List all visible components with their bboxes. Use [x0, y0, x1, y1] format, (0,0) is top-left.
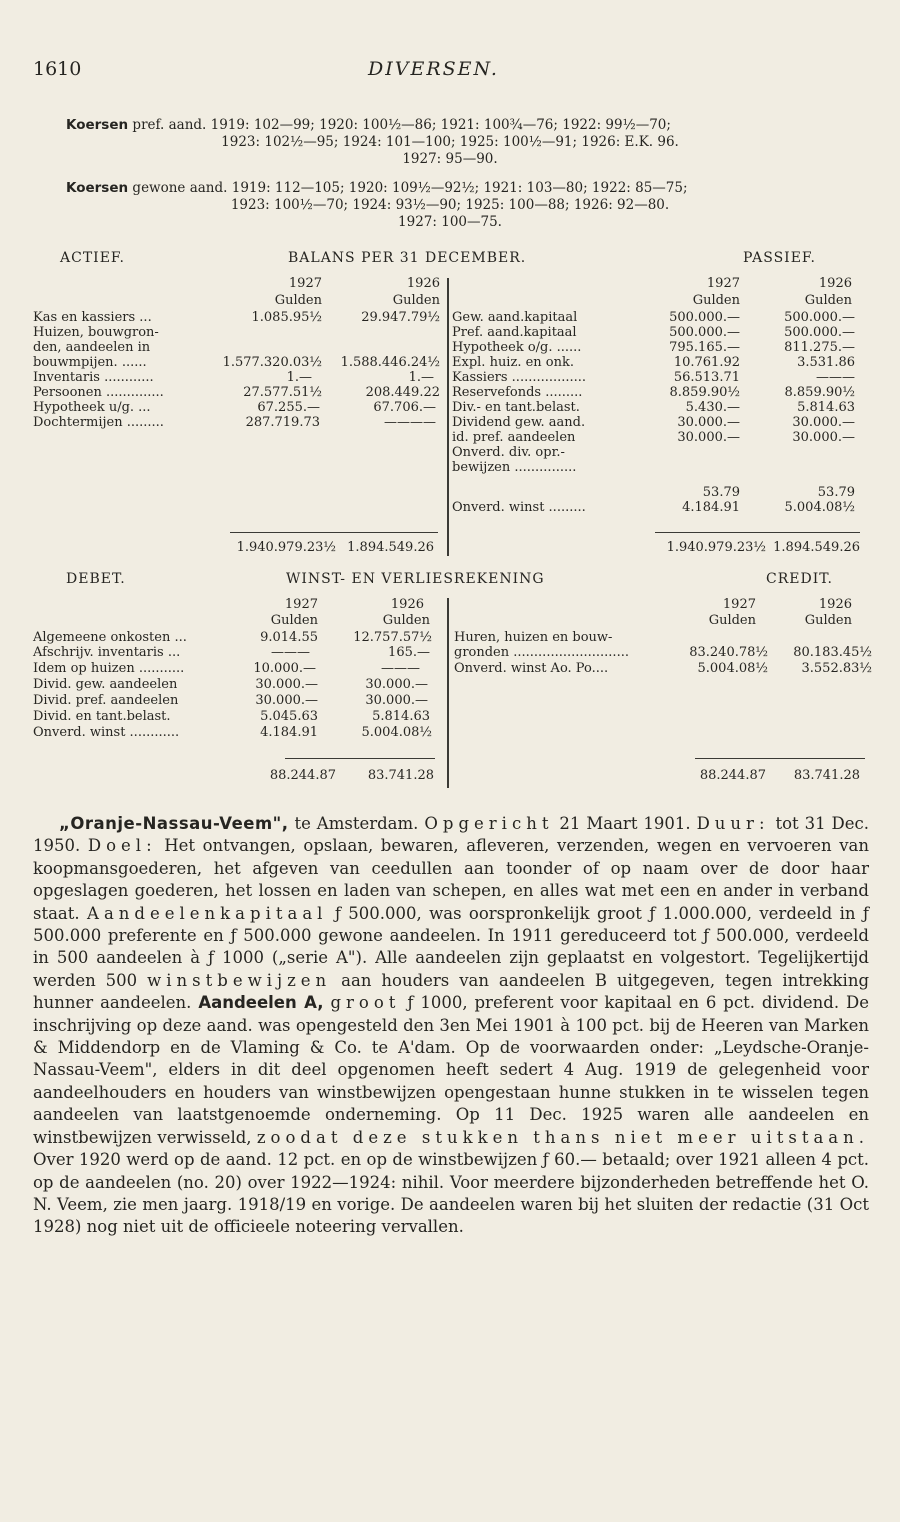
actief-unit-1926: Gulden — [392, 293, 440, 308]
passief-row-1927: 4.184.91 — [682, 500, 740, 515]
passief-row-1926: 500.000.— — [784, 310, 855, 325]
article-rest-text: Over 1920 werd op de aand. 12 pct. en op de winstbewijzen ƒ 60.— betaald; over 1921 alleen 4 pct. op de aandeelen (no. 20) over 1922—1924: nihil. Voor meerdere bijzonderheden betreffende het O. N. Veem, zie men jaarg. 1918/19 en vorige. De aandeelen waren bij het sluiten der redactie (31 Oct 1928) nog niet uit de officieele noteering vervallen. — [33, 1150, 869, 1237]
zoodat-text: zoodat deze stukken thans niet meer uitstaan. — [256, 1127, 869, 1147]
koersen-pref-line1: Koersen pref. aand. 1919: 102—99; 1920: 100½—86; 1921: 100¾—76; 1922: 99½—70; — [66, 117, 671, 133]
credit-total-rule — [695, 758, 865, 759]
credit-unit-1926: Gulden — [804, 613, 852, 628]
winst-divider — [447, 598, 449, 788]
debet-row-label: Afschrijv. inventaris ... — [33, 645, 181, 660]
credit-total-1926: 83.741.28 — [793, 768, 860, 783]
passief-row-1927: 56.513.71 — [673, 370, 740, 385]
debet-row-label: Divid. gew. aandeelen — [33, 677, 178, 692]
actief-row-1926: 67.706.— — [373, 400, 436, 415]
debet-row-1926: ——— — [381, 661, 420, 676]
debet-row-1926: 30.000.— — [365, 677, 428, 692]
debet-row-label: Onverd. winst ............ — [33, 725, 180, 740]
credit-row-label: Onverd. winst Ao. Po.... — [454, 661, 609, 676]
koersen-gew-line2: 1923: 100½—70; 1924: 93½—90; 1925: 100—88; 1926: 92—80. — [230, 197, 670, 213]
actief-row-label: Dochtermijen ......... — [33, 415, 164, 430]
credit-year-1927: 1927 — [722, 597, 756, 612]
debet-row-1926: 30.000.— — [365, 693, 428, 708]
credit-row-1926: 3.552.83½ — [801, 661, 872, 676]
passief-row-1926: 500.000.— — [784, 325, 855, 340]
passief-total-rule — [655, 532, 860, 533]
actief-total-rule — [230, 532, 438, 533]
credit-row-1927: 5.004.08½ — [697, 661, 768, 676]
passief-row-1926: 811.275.— — [784, 340, 855, 355]
debet-row-1927: 5.045.63 — [260, 709, 318, 724]
debet-row-label: Divid. en tant.belast. — [33, 709, 171, 724]
credit-row-label: Huren, huizen en bouw- — [454, 630, 613, 645]
kapitaal-text: ƒ 500.000, was oorspronkelijk groot ƒ 1.000.000, verdeeld in ƒ 500.000 preferente en ƒ 500.000 gewone aandeelen. In 1911 gereduceerd tot ƒ 500.000, verdeeld in 500 aandeelen à ƒ 1000 („serie A"). Alle aandeelen zijn geplaatst en volgestort. Tegelijkertijd werden 500 — [33, 903, 869, 990]
debet-total-1927: 88.244.87 — [269, 768, 336, 783]
aandeelen-a-text: ƒ 1000, preferent voor kapitaal en 6 pct. dividend. De inschrijving op deze aand. was opengesteld den 3en Mei 1901 à 100 pct. bij de Heeren van Marken & Middendorp en de Vlaming & Co. te A'dam. Op de voorwaarden onder: „Leydsche-Oranje-Nassau-Veem", elders in dit deel opgenomen heeft sedert 4 Aug. 1919 de gelegenheid voor aandeelhouders en houders van winstbewijzen opengestaan hunne stukken in te wisselen tegen aandeelen van laatstgenoemde onderneming. Op 11 Dec. 1925 waren alle aandeelen en winstbewijzen verwisseld, — [33, 993, 869, 1147]
koersen-gew-line3: 1927: 100—75. — [398, 214, 502, 230]
debet-row-label: Algemeene onkosten ... — [33, 630, 187, 645]
actief-row-1926: ———— — [384, 415, 436, 430]
passief-row-1927: 30.000.— — [677, 430, 740, 445]
passief-total-1927: 1.940.979.23½ — [666, 540, 766, 555]
page-number: 1610 — [33, 58, 82, 80]
passief-row-1926: 30.000.— — [792, 415, 855, 430]
credit-total-1927: 88.244.87 — [699, 768, 766, 783]
passief-row-1927: 795.165.— — [669, 340, 740, 355]
debet-row-1926: 165.— — [388, 645, 430, 660]
company-article — [33, 813, 869, 1239]
passief-unit-1927: Gulden — [692, 293, 740, 308]
debet-year-1927: 1927 — [284, 597, 318, 612]
debet-row-1927: ——— — [271, 645, 310, 660]
passief-row-1927: 5.430.— — [685, 400, 740, 415]
actief-unit-1927: Gulden — [274, 293, 322, 308]
passief-row-1926: 5.814.63 — [797, 400, 855, 415]
debet-row-1927: 9.014.55 — [260, 630, 318, 645]
credit-row-1927: 83.240.78½ — [689, 645, 768, 660]
passief-row-1926: 3.531.86 — [797, 355, 855, 370]
passief-row-1927: 30.000.— — [677, 415, 740, 430]
passief-row-label: bewijzen ............... — [452, 460, 577, 475]
debet-row-label: Idem op huizen ........... — [33, 661, 185, 676]
balans-title: BALANS PER 31 DECEMBER. — [288, 250, 527, 266]
winst-title: WINST- EN VERLIESREKENING — [286, 571, 545, 587]
passief-unit-1926: Gulden — [804, 293, 852, 308]
balans-divider — [447, 278, 449, 556]
passief-row-label: Onverd. div. opr.- — [452, 445, 565, 460]
debet-row-1927: 10.000.— — [253, 661, 316, 676]
passief-row-1926: 5.004.08½ — [784, 500, 855, 515]
actief-year-1927: 1927 — [288, 276, 322, 291]
debet-row-1927: 30.000.— — [255, 677, 318, 692]
debet-unit-1927: Gulden — [270, 613, 318, 628]
doel-label: Doel: — [87, 836, 157, 856]
winstbewijzen-label: winstbewijzen — [147, 970, 332, 990]
debet-row-1926: 5.004.08½ — [361, 725, 432, 740]
debet-row-1926: 5.814.63 — [372, 709, 430, 724]
opgericht-date: 21 Maart 1901. — [559, 814, 691, 833]
article-location: te Amsterdam. — [294, 814, 419, 833]
actief-row-label: den, aandeelen in — [33, 340, 151, 355]
aandeelen-a-label: Aandeelen A, — [198, 993, 324, 1013]
debet-row-1926: 12.757.57½ — [353, 630, 432, 645]
passief-row-label: Expl. huiz. en onk. — [452, 355, 574, 370]
actief-row-1927: 27.577.51½ — [243, 385, 322, 400]
passief-row-1926: 8.859.90½ — [784, 385, 855, 400]
actief-row-1927: 1.— — [286, 370, 312, 385]
debet-year-1926: 1926 — [390, 597, 424, 612]
passief-row-label: Reservefonds ......... — [452, 385, 583, 400]
passief-row-1927: 10.761.92 — [673, 355, 740, 370]
debet-unit-1926: Gulden — [382, 613, 430, 628]
passief-label: PASSIEF. — [743, 250, 816, 266]
debet-label: DEBET. — [66, 571, 126, 587]
actief-row-1926: 1.— — [408, 370, 434, 385]
passief-row-1927: 500.000.— — [669, 325, 740, 340]
actief-row-label: Huizen, bouwgron- — [33, 325, 159, 340]
actief-year-1926: 1926 — [406, 276, 440, 291]
passief-row-1926: 30.000.— — [792, 430, 855, 445]
passief-row-label: Hypotheek o/g. ...... — [452, 340, 582, 355]
winstbewijzen-text: aan houders van aandeelen B uitgegeven, tegen intrekking hunner aandeelen. — [33, 970, 870, 1013]
passief-year-1926: 1926 — [818, 276, 852, 291]
duur-label: Duur: — [696, 814, 770, 833]
passief-row-label: Gew. aand.kapitaal — [452, 310, 578, 325]
debet-total-rule — [285, 758, 435, 759]
koersen-pref-line2: 1923: 102½—95; 1924: 101—100; 1925: 100½—91; 1926: E.K. 96. — [221, 134, 679, 150]
passief-row-1926: 53.79 — [817, 485, 855, 500]
actief-total-1926: 1.894.549.26 — [347, 540, 434, 555]
credit-year-1926: 1926 — [818, 597, 852, 612]
koersen-pref-line3: 1927: 95—90. — [402, 151, 498, 167]
actief-row-label: bouwmpijen. ...... — [33, 355, 147, 370]
doel-text: Het ontvangen, opslaan, bewaren, afleveren, verzenden, wegen en vervoeren van koopmansgoederen, het afgeven van ceedullen aan toonder of op naam over de door haar opgeslagen goederen, het lossen en laden van schepen, en alles wat met een en ander in verband staat. — [33, 836, 869, 923]
passief-row-label: id. pref. aandeelen — [452, 430, 576, 445]
actief-row-1927: 67.255.— — [257, 400, 320, 415]
actief-row-label: Hypotheek u/g. ... — [33, 400, 151, 415]
credit-label: CREDIT. — [766, 571, 833, 587]
debet-row-1927: 4.184.91 — [260, 725, 318, 740]
actief-total-1927: 1.940.979.23½ — [236, 540, 336, 555]
passief-row-label: Dividend gew. aand. — [452, 415, 586, 430]
groot-label: groot — [330, 993, 401, 1013]
passief-row-label: Div.- en tant.belast. — [452, 400, 580, 415]
actief-row-1926: 1.588.446.24½ — [340, 355, 440, 370]
actief-row-1927: 1.085.95½ — [251, 310, 322, 325]
actief-row-1926: 208.449.22 — [365, 385, 440, 400]
passief-row-1926: ——— — [816, 370, 855, 385]
debet-row-1927: 30.000.— — [255, 693, 318, 708]
actief-row-1927: 1.577.320.03½ — [222, 355, 322, 370]
passief-row-label: Kassiers .................. — [452, 370, 587, 385]
actief-row-label: Persoonen .............. — [33, 385, 164, 400]
koersen-gew-line1: Koersen gewone aand. 1919: 112—105; 1920: 109½—92½; 1921: 103—80; 1922: 85—75; — [66, 180, 688, 196]
passief-year-1927: 1927 — [706, 276, 740, 291]
actief-row-1926: 29.947.79½ — [361, 310, 440, 325]
passief-row-label: Pref. aand.kapitaal — [452, 325, 577, 340]
opgericht-label: Opgericht — [424, 814, 554, 833]
actief-row-label: Kas en kassiers ... — [33, 310, 152, 325]
debet-total-1926: 83.741.28 — [367, 768, 434, 783]
company-name: „Oranje-Nassau-Veem", — [59, 814, 289, 833]
debet-row-label: Divid. pref. aandeelen — [33, 693, 179, 708]
actief-label: ACTIEF. — [60, 250, 125, 266]
passief-row-1927: 53.79 — [702, 485, 740, 500]
actief-row-1927: 287.719.73 — [245, 415, 320, 430]
credit-row-1926: 80.183.45½ — [793, 645, 872, 660]
running-title: DIVERSEN. — [368, 58, 499, 80]
credit-row-label: gronden ............................ — [454, 645, 629, 660]
passief-row-1927: 500.000.— — [669, 310, 740, 325]
passief-row-1927: 8.859.90½ — [669, 385, 740, 400]
duur-text: tot 31 Dec. 1950. — [33, 814, 870, 856]
passief-row-label: Onverd. winst ......... — [452, 500, 586, 515]
actief-row-label: Inventaris ............ — [33, 370, 154, 385]
credit-unit-1927: Gulden — [708, 613, 756, 628]
passief-total-1926: 1.894.549.26 — [773, 540, 860, 555]
kapitaal-label: Aandeelenkapitaal — [87, 903, 328, 923]
